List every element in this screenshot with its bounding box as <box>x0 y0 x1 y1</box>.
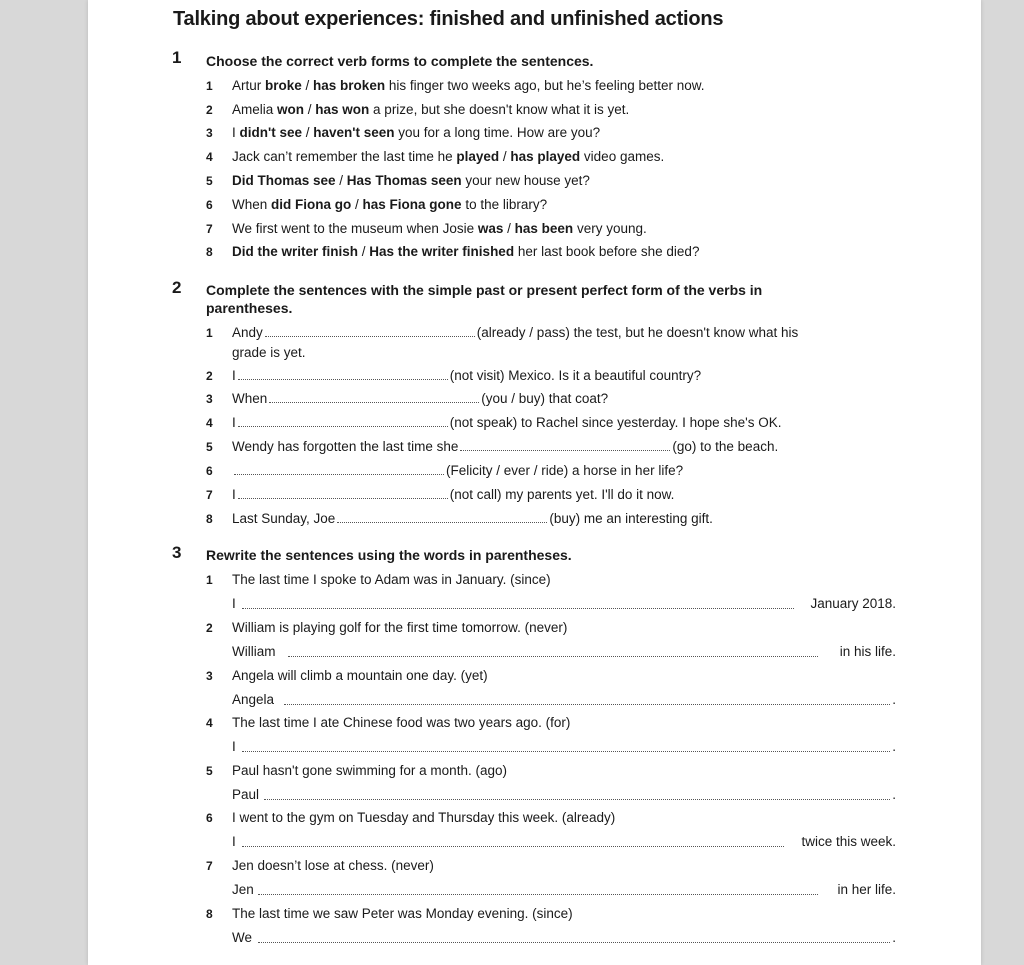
worksheet-page <box>88 0 981 965</box>
s1-item: 3 I didn't see / haven't seen you for a long time. How are you? <box>206 125 601 140</box>
s3-item: 1 The last time I spoke to Adam was in January. (since) <box>206 572 551 587</box>
s3-answer-row: Angela . <box>232 692 896 707</box>
s2-item: 2 I (not visit) Mexico. Is it a beautiful country? <box>206 368 702 383</box>
s1-item: 5 Did Thomas see / Has Thomas seen your new house yet? <box>206 173 590 188</box>
s3-answer-row: Jen in her life. <box>232 882 896 897</box>
page-title: Talking about experiences: finished and unfinished actions <box>173 8 724 30</box>
s1-item: 4 Jack can’t remember the last time he played / has played video games. <box>206 149 665 164</box>
s3-answer-row: I January 2018. <box>232 596 896 611</box>
answer-line[interactable] <box>284 703 890 705</box>
s1-item: 8 Did the writer finish / Has the writer finished her last book before she died? <box>206 244 700 259</box>
s3-item: 5 Paul hasn't gone swimming for a month. (ago) <box>206 763 507 778</box>
s3-answer-row: William in his life. <box>232 644 896 659</box>
s2-item: 6 (Felicity / ever / ride) a horse in her life? <box>206 463 684 478</box>
answer-blank[interactable] <box>337 510 547 523</box>
s2-item: 1 Andy (already / pass) the test, but he doesn't know what his <box>206 325 799 340</box>
answer-blank[interactable] <box>238 414 448 427</box>
answer-line[interactable] <box>258 941 890 943</box>
s3-answer-row: Paul . <box>232 787 896 802</box>
s3-item: 3 Angela will climb a mountain one day. (yet) <box>206 668 488 683</box>
s3-item: 6 I went to the gym on Tuesday and Thursday this week. (already) <box>206 810 616 825</box>
s1-item: 2 Amelia won / has won a prize, but she doesn't know what it is yet. <box>206 102 630 117</box>
s3-item: 4 The last time I ate Chinese food was two years ago. (for) <box>206 715 571 730</box>
s3-answer-row: We . <box>232 930 896 945</box>
s2-item: 3 When (you / buy) that coat? <box>206 391 609 406</box>
answer-line[interactable] <box>242 750 890 752</box>
s2-item: 5 Wendy has forgotten the last time she (go) to the beach. <box>206 439 779 454</box>
section-1-heading: Choose the correct verb forms to complete the sentences. <box>206 53 594 69</box>
answer-blank[interactable] <box>238 486 448 499</box>
s2-item-continuation: grade is yet. <box>232 345 306 360</box>
section-1-number: 1 <box>172 48 182 67</box>
s3-item: 8 The last time we saw Peter was Monday evening. (since) <box>206 906 573 921</box>
answer-line[interactable] <box>242 845 784 847</box>
answer-blank[interactable] <box>238 367 448 380</box>
answer-line[interactable] <box>242 607 794 609</box>
answer-blank[interactable] <box>265 324 475 337</box>
section-2-heading: Complete the sentences with the simple past or present perfect form of the verbs in parentheses. <box>206 282 763 316</box>
answer-blank[interactable] <box>460 438 670 451</box>
s1-item: 1 Artur broke / has broken his finger two weeks ago, but he’s feeling better now. <box>206 78 705 93</box>
s3-answer-row: I twice this week. <box>232 834 896 849</box>
section-3-heading: Rewrite the sentences using the words in parentheses. <box>206 547 572 563</box>
answer-line[interactable] <box>264 798 890 800</box>
answer-line[interactable] <box>258 893 818 895</box>
s2-item: 8 Last Sunday, Joe (buy) me an interesting gift. <box>206 511 713 526</box>
s1-item: 7 We first went to the museum when Josie was / has been very young. <box>206 221 647 236</box>
s1-item: 6 When did Fiona go / has Fiona gone to the library? <box>206 197 548 212</box>
section-3-number: 3 <box>172 543 182 562</box>
section-2-number: 2 <box>172 278 182 297</box>
answer-blank[interactable] <box>269 390 479 403</box>
s2-item: 4 I (not speak) to Rachel since yesterday. I hope she's OK. <box>206 415 782 430</box>
s2-item: 7 I (not call) my parents yet. I'll do it now. <box>206 487 675 502</box>
answer-line[interactable] <box>288 655 818 657</box>
s3-answer-row: I . <box>232 739 896 754</box>
answer-blank[interactable] <box>234 462 444 475</box>
s3-item: 2 William is playing golf for the first time tomorrow. (never) <box>206 620 568 635</box>
s3-item: 7 Jen doesn’t lose at chess. (never) <box>206 858 434 873</box>
